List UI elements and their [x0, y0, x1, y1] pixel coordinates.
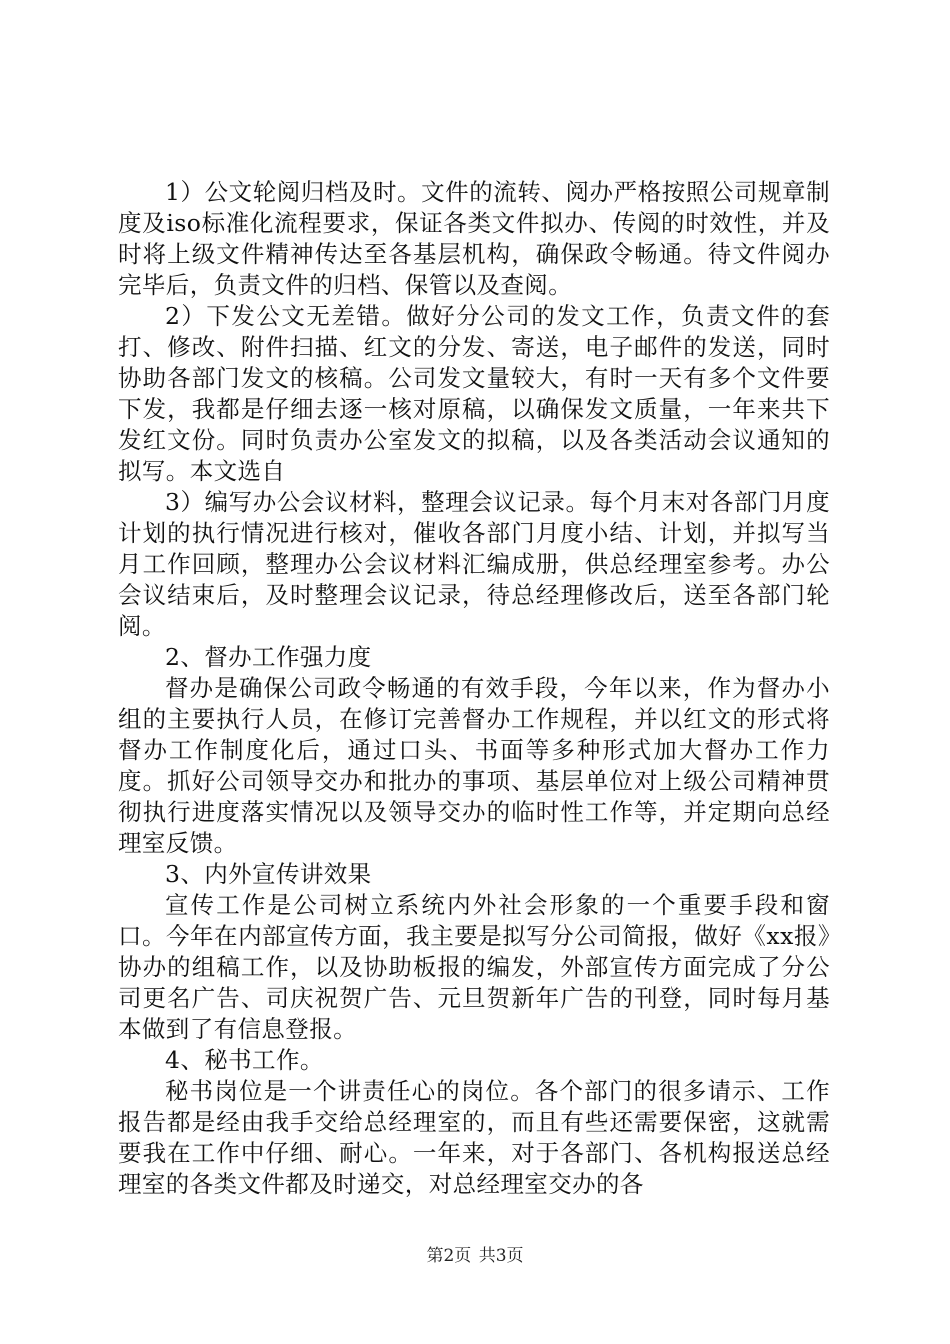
paragraph-supervision: 督办是确保公司政令畅通的有效手段，今年以来，作为督办小组的主要执行人员，在修订完善督办工作规程，并以红文的形式将督办工作制度化后，通过口头、书面等多种形式加大督办工作力度。抓好公司领导交办和批办的事项、基层单位对上级公司精神贯彻执行进度落实情况以及领导交办的临时性工作等，并定期向总经理室反馈。 [118, 674, 830, 857]
page-total: 共3页 [478, 1246, 524, 1266]
paragraph-publicity: 宣传工作是公司树立系统内外社会形象的一个重要手段和窗口。今年在内部宣传方面，我主要是拟写分公司简报，做好《xx报》协办的组稿工作，以及协助板报的编发，外部宣传方面完成了分公司更名广告、司庆祝贺广告、元旦贺新年广告的刊登，同时每月基本做到了有信息登报。 [118, 891, 830, 1043]
section-heading-secretary: 4、秘书工作。 [165, 1046, 324, 1074]
paragraph-3: 3）编写办公会议材料，整理会议记录。每个月末对各部门月度计划的执行情况进行核对，催收各部门月度小结、计划，并拟写当月工作回顾，整理办公会议材料汇编成册，供总经理室参考。办公会议结束后，及时整理会议记录，待总经理修改后，送至各部门轮阅。 [118, 488, 830, 640]
page-number: 第2页 [426, 1246, 472, 1266]
paragraph-2: 2）下发公文无差错。做好分公司的发文工作，负责文件的套打、修改、附件扫描、红文的分发、寄送，电子邮件的发送，同时协助各部门发文的核稿。公司发文量较大，有时一天有多个文件要下发，我都是仔细去逐一核对原稿，以确保发文质量，一年来共下发红文份。同时负责办公室发文的拟稿，以及各类活动会议通知的拟写。本文选自 [118, 302, 830, 485]
section-heading-publicity: 3、内外宣传讲效果 [165, 860, 372, 888]
page-footer [0, 1245, 950, 1267]
paragraph-secretary: 秘书岗位是一个讲责任心的岗位。各个部门的很多请示、工作报告都是经由我手交给总经理室的，而且有些还需要保密，这就需要我在工作中仔细、耐心。一年来，对于各部门、各机构报送总经理室的各类文件都及时递交，对总经理室交办的各 [118, 1077, 830, 1198]
document-body [118, 177, 830, 1200]
paragraph-1: 1）公文轮阅归档及时。文件的流转、阅办严格按照公司规章制度及iso标准化流程要求，保证各类文件拟办、传阅的时效性，并及时将上级文件精神传达至各基层机构，确保政令畅通。待文件阅办完毕后，负责文件的归档、保管以及查阅。 [118, 178, 830, 299]
section-heading-supervision: 2、督办工作强力度 [165, 643, 372, 671]
